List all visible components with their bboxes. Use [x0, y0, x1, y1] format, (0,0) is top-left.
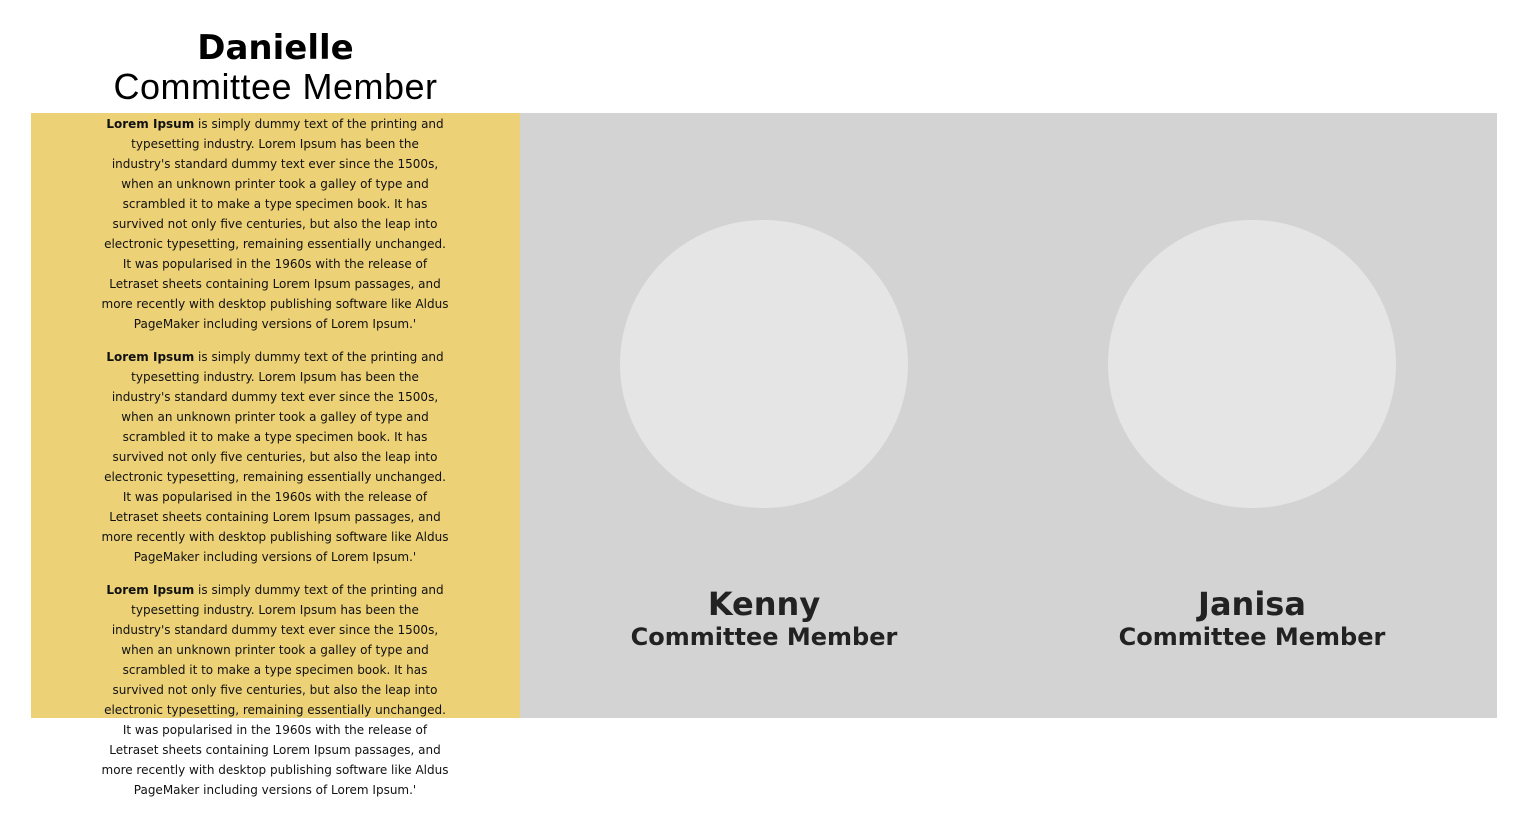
featured-member-header — [31, 28, 520, 106]
member-role: Committee Member — [1118, 623, 1386, 651]
featured-member-bio — [100, 114, 450, 813]
bio-bold-lead: Lorem Ipsum — [106, 583, 195, 597]
bio-paragraph — [100, 347, 450, 567]
bio-bold-lead: Lorem Ipsum — [106, 117, 195, 131]
member-name: Kenny — [707, 585, 821, 623]
avatar — [620, 220, 908, 508]
bio-paragraph — [100, 114, 450, 334]
bio-text: is simply dummy text of the printing and typesetting industry. Lorem Ipsum has been the industry's standard dummy text ever since the 1500s, when an unknown printer took a galley of type and scrambled it to make a type specimen book. It has survived not only five centuries, but also the leap into electronic typesetting, remaining essentially unchanged. It was popularised in the 1960s with the release of Letraset sheets containing Lorem Ipsum passages, and more recently with desktop publishing software like Aldus PageMaker including versions of Lorem Ipsum.' — [101, 350, 449, 564]
member-card-janisa[interactable] — [1008, 113, 1496, 718]
featured-member-name: Danielle — [197, 28, 354, 68]
avatar — [1108, 220, 1396, 508]
bio-paragraph — [100, 580, 450, 800]
bio-text: is simply dummy text of the printing and typesetting industry. Lorem Ipsum has been the industry's standard dummy text ever since the 1500s, when an unknown printer took a galley of type and scrambled it to make a type specimen book. It has survived not only five centuries, but also the leap into electronic typesetting, remaining essentially unchanged. It was popularised in the 1960s with the release of Letraset sheets containing Lorem Ipsum passages, and more recently with desktop publishing software like Aldus PageMaker including versions of Lorem Ipsum.' — [101, 117, 449, 331]
featured-member-role: Committee Member — [113, 66, 438, 107]
bio-text: is simply dummy text of the printing and typesetting industry. Lorem Ipsum has been the industry's standard dummy text ever since the 1500s, when an unknown printer took a galley of type and scrambled it to make a type specimen book. It has survived not only five centuries, but also the leap into electronic typesetting, remaining essentially unchanged. It was popularised in the 1960s with the release of Letraset sheets containing Lorem Ipsum passages, and more recently with desktop publishing software like Aldus PageMaker including versions of Lorem Ipsum.' — [101, 583, 449, 797]
bio-bold-lead: Lorem Ipsum — [106, 350, 195, 364]
member-name: Janisa — [1198, 585, 1306, 623]
member-card-kenny[interactable] — [520, 113, 1008, 718]
member-role: Committee Member — [630, 623, 898, 651]
